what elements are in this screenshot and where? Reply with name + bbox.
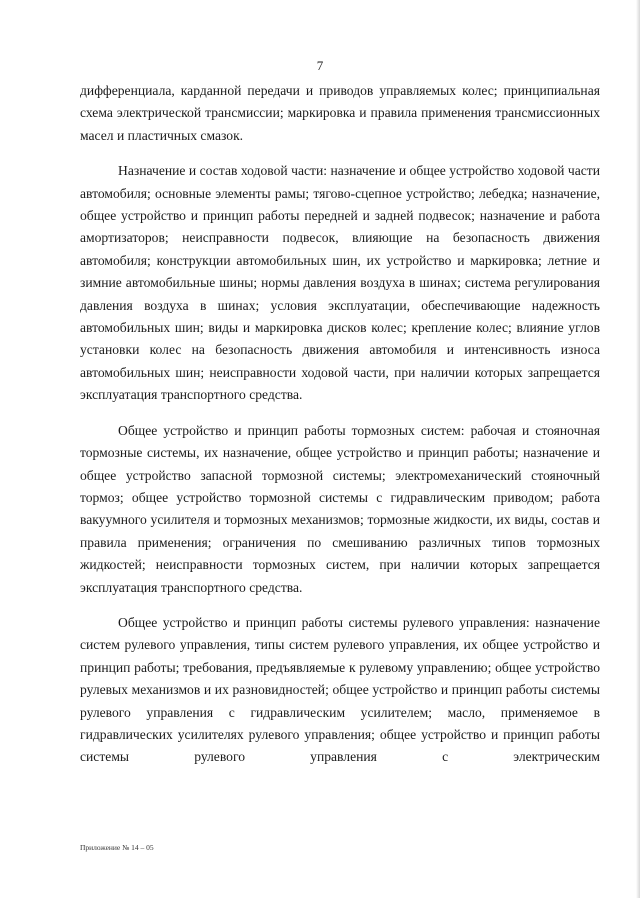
paragraph-brake-systems: Общее устройство и принцип работы тормозных систем: рабочая и стояночная тормозные системы, их назначение, общее устройство и принцип работы; назначение и общее устройство запасной тормозной системы; электромеханический стояночный тормоз; общее устройство тормозной системы с гидравлическим приводом; работа вакуумного усилителя и тормозных механизмов; тормозные жидкости, их виды, состав и правила применения; ограничения по смешиванию различных типов тормозных жидкостей; неисправности тормозных систем, при наличии которых запрещается эксплуатация транспортного средства.: [80, 422, 600, 595]
page-number: 7: [316, 58, 324, 73]
paragraph-transmission-continued: дифференциала, карданной передачи и приводов управляемых колес; принципиальная схема электрической трансмиссии; маркировка и правила применения трансмиссионных масел и пластичных смазок.: [80, 83, 600, 143]
paragraph-steering-system: Общее устройство и принцип работы системы рулевого управления: назначение систем рулевого управления, типы систем рулевого управления, их общее устройство и принцип работы; требования, предъявляемые к рулевому управлению; общее устройство рулевых механизмов и их разновидностей; общее устройство и принцип работы системы рулевого управления с гидравлическим усилителем; масло, применяемое в гидравлических усилителях рулевого управления; общее устройство и принцип работы системы рулевого управления с электрическим: [80, 614, 600, 765]
page-footer: Приложение № 14 – 05: [80, 843, 154, 852]
body-text: [80, 80, 600, 769]
paragraph-running-gear: Назначение и состав ходовой части: назначение и общее устройство ходовой части автомобиля; основные элементы рамы; тягово-сцепное устройство; лебедка; назначение, общее устройство и принцип работы передней и задней подвесок; назначение и работа амортизаторов; неисправности подвесок, влияющие на безопасность движения автомобиля; конструкции автомобильных шин, их устройство и маркировка; летние и зимние автомобильные шины; нормы давления воздуха в шинах; система регулирования давления воздуха в шинах; условия эксплуатации, обеспечивающие надежность автомобильных шин; виды и маркировка дисков колес; крепление колес; влияние углов установки колес на безопасность движения автомобиля и интенсивность износа автомобильных шин; неисправности ходовой части, при наличии которых запрещается эксплуатация транспортного средства.: [80, 163, 600, 403]
scan-edge-shadow: [636, 0, 640, 898]
